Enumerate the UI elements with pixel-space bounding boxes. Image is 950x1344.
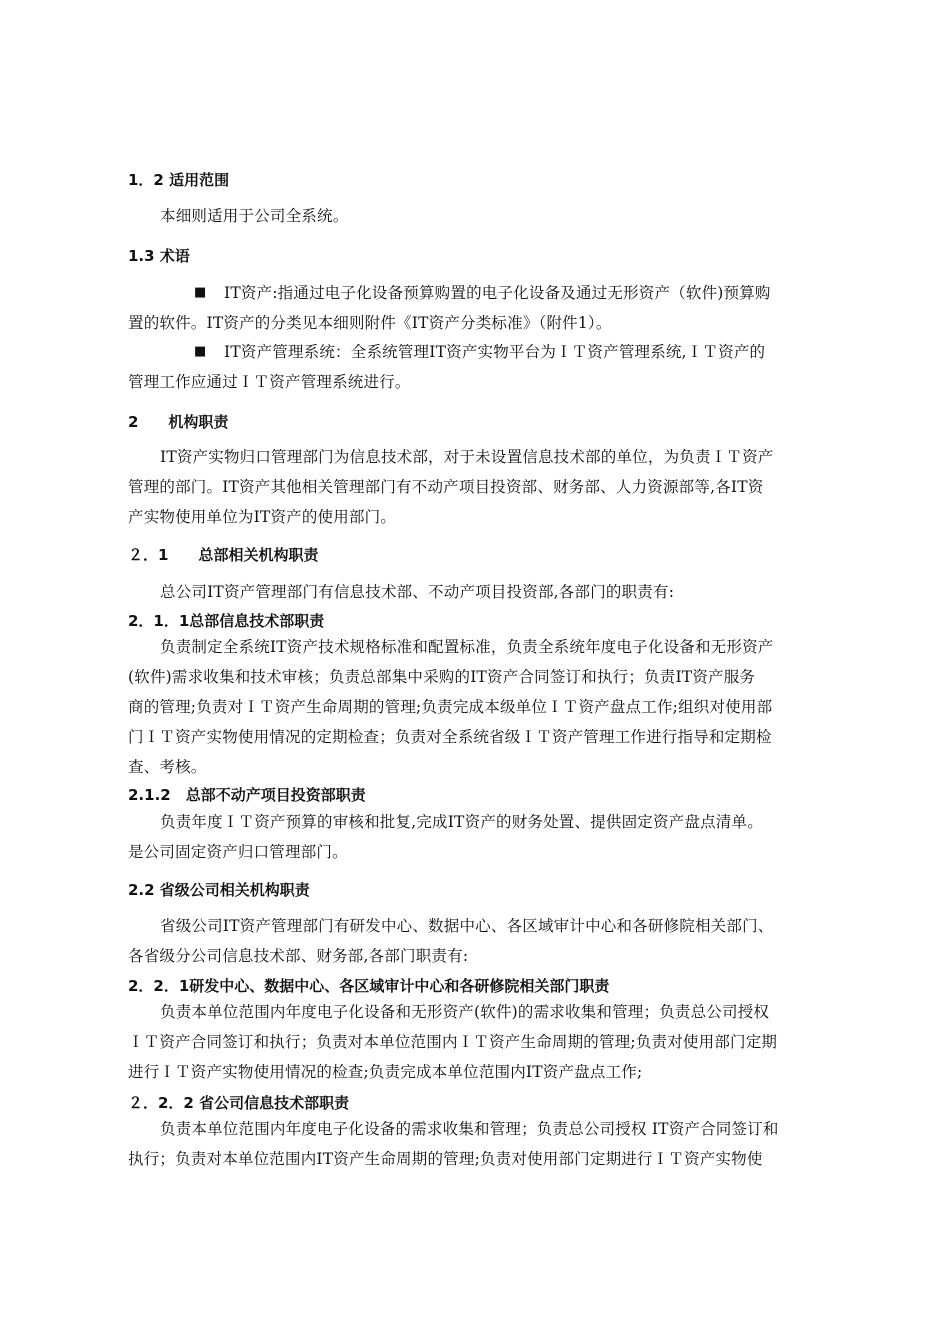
section-heading-2-1-1: 2．1．1总部信息技术部职责 [128, 612, 325, 630]
section-heading-2-2-2: ２．2．2 省公司信息技术部职责 [128, 1094, 350, 1112]
paragraph-line: IT资产实物归口管理部门为信息技术部，对于未设置信息技术部的单位，为负责ＩＴ资产 [160, 448, 774, 466]
square-bullet-icon: ■ [194, 285, 207, 300]
section-heading-1-2: 1．2 适用范围 [128, 171, 230, 189]
paragraph-line: 总公司IT资产管理部门有信息技术部、不动产项目投资部,各部门的职责有: [160, 583, 675, 601]
paragraph-line: 是公司固定资产归口管理部门。 [128, 843, 348, 861]
section-heading-2-1-2: 2.1.2 总部不动产项目投资部职责 [128, 786, 366, 804]
term-line: IT资产:指通过电子化设备预算购置的电子化设备及通过无形资产（软件)预算购 [224, 284, 771, 302]
paragraph-scope [128, 201, 828, 231]
section-heading-2-2: 2.2 省级公司相关机构职责 [128, 881, 310, 899]
paragraph-provincial-departments [128, 911, 828, 971]
paragraph-line: 各省级分公司信息技术部、财务部,各部门职责有: [128, 947, 469, 965]
paragraph-line: 进行ＩＴ资产实物使用情况的检查;负责完成本单位范围内IT资产盘点工作; [128, 1063, 643, 1081]
paragraph-line: 查、考核。 [128, 758, 207, 776]
section-heading-2-1: ２．1 总部相关机构职责 [128, 546, 319, 564]
paragraph-responsibilities [128, 442, 828, 532]
term-line: 管理工作应通过ＩＴ资产管理系统进行。 [128, 373, 411, 391]
paragraph-line: 负责本单位范围内年度电子化设备的需求收集和管理；负责总公司授权 IT资产合同签订和 [160, 1120, 779, 1138]
section-heading-2-2-1: 2．2．1研发中心、数据中心、各区域审计中心和各研修院相关部门职责 [128, 977, 610, 995]
paragraph-line: 产实物使用单位为IT资产的使用部门。 [128, 508, 397, 526]
paragraph-hq-it-dept [128, 632, 828, 782]
paragraph-rd-data-centers [128, 997, 828, 1087]
term-line: 置的软件。IT资产的分类见本细则附件《IT资产分类标准》（附件1）。 [128, 314, 612, 332]
paragraph-line: ＩＴ资产合同签订和执行；负责对本单位范围内ＩＴ资产生命周期的管理;负责对使用部门定期 [128, 1033, 778, 1051]
paragraph-line: 负责本单位范围内年度电子化设备和无形资产(软件)的需求收集和管理；负责总公司授权 [160, 1003, 770, 1021]
section-heading-2: 2 机构职责 [128, 413, 229, 431]
square-bullet-icon: ■ [194, 344, 207, 359]
term-item-asset-system [128, 337, 828, 397]
paragraph-line: 门ＩＴ资产实物使用情况的定期检查；负责对全系统省级ＩＴ资产管理工作进行指导和定期检 [128, 728, 772, 746]
paragraph-line: 执行；负责对本单位范围内IT资产生命周期的管理;负责对使用部门定期进行ＩＴ资产实物使 [128, 1150, 763, 1168]
term-line: IT资产管理系统：全系统管理IT资产实物平台为ＩＴ资产管理系统,ＩＴ资产的 [224, 343, 766, 361]
paragraph-line: 负责制定全系统IT资产技术规格标准和配置标准，负责全系统年度电子化设备和无形资产 [160, 638, 774, 656]
paragraph-line: 商的管理;负责对ＩＴ资产生命周期的管理;负责完成本级单位ＩＴ资产盘点工作;组织对使用部 [128, 698, 773, 716]
paragraph-line: 负责年度ＩＴ资产预算的审核和批复,完成IT资产的财务处置、提供固定资产盘点清单。 [160, 813, 763, 831]
section-heading-1-3: 1.3 术语 [128, 247, 190, 265]
paragraph-line: 省级公司IT资产管理部门有研发中心、数据中心、各区域审计中心和各研修院相关部门、 [160, 917, 774, 935]
paragraph-line: 本细则适用于公司全系统。 [160, 207, 349, 225]
term-item-it-asset [128, 278, 828, 338]
paragraph-hq-realestate-dept [128, 807, 828, 867]
paragraph-provincial-it-dept [128, 1114, 828, 1174]
paragraph-hq-departments [128, 577, 828, 607]
paragraph-line: 管理的部门。IT资产其他相关管理部门有不动产项目投资部、财务部、人力资源部等,各IT资 [128, 478, 764, 496]
paragraph-line: (软件)需求收集和技术审核；负责总部集中采购的IT资产合同签订和执行；负责IT资产服务 [128, 668, 756, 686]
